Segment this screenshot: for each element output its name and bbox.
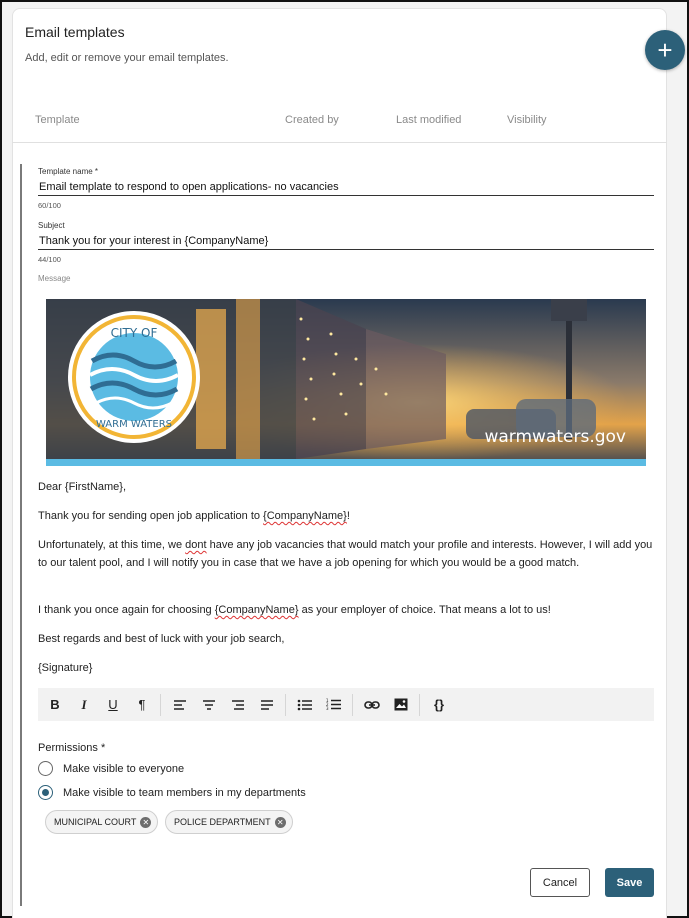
subject-label: Subject <box>38 221 65 230</box>
visibility-option-departments[interactable]: Make visible to team members in my departments <box>38 785 306 800</box>
insert-placeholder-button[interactable]: {} <box>433 697 445 712</box>
align-center-icon[interactable] <box>195 691 223 719</box>
subject-input[interactable]: Thank you for your interest in {CompanyName} <box>38 235 654 250</box>
message-paragraph-3: I thank you once again for choosing {CompanyName} as your employer of choice. That means a lot to us! <box>38 604 551 616</box>
page-subtitle: Add, edit or remove your email templates. <box>25 52 229 64</box>
rich-text-toolbar <box>38 688 654 721</box>
paragraph-button[interactable]: ¶ <box>138 697 146 712</box>
message-closing: Best regards and best of luck with your job search, <box>38 633 285 645</box>
radio-unselected[interactable] <box>38 761 53 776</box>
underline-button[interactable]: U <box>108 697 118 712</box>
add-template-button[interactable] <box>645 30 685 70</box>
column-header-created-by[interactable]: Created by <box>285 114 339 126</box>
message-paragraph-2: Unfortunately, at this time, we dont have any job vacancies that would match your profile and interests. However, I will add you to our talent pool, and I will notify you in case that we have a job opening for which you would be a good match. <box>38 539 653 569</box>
radio-selected[interactable] <box>38 785 53 800</box>
numbered-list-icon[interactable] <box>320 691 348 719</box>
plus-icon: + <box>657 35 673 65</box>
svg-text:2: 2 <box>326 702 329 707</box>
align-left-icon[interactable] <box>166 691 194 719</box>
visibility-option-everyone[interactable]: Make visible to everyone <box>38 761 184 776</box>
template-name-label: Template name * <box>38 167 99 176</box>
permissions-label: Permissions * <box>38 742 106 754</box>
message-paragraph-1: Thank you for sending open job application to {CompanyName}! <box>38 510 350 522</box>
website-text: warmwaters.gov <box>484 427 626 447</box>
column-header-last-modified[interactable]: Last modified <box>396 114 462 126</box>
toolbar-divider <box>352 694 353 716</box>
svg-text:1: 1 <box>326 698 329 703</box>
bulleted-list-icon[interactable] <box>291 691 319 719</box>
message-signature: {Signature} <box>38 662 93 674</box>
remove-chip-icon[interactable]: ✕ <box>140 817 151 828</box>
logo-bottom-text: WARM WATERS <box>95 419 173 430</box>
toolbar-divider <box>160 694 161 716</box>
message-greeting: Dear {FirstName}, <box>38 481 127 493</box>
template-name-input[interactable]: Email template to respond to open applications- no vacancies <box>38 181 654 196</box>
edit-row-indicator <box>20 164 22 906</box>
link-icon[interactable] <box>358 691 386 719</box>
message-label: Message <box>38 274 71 283</box>
italic-button[interactable]: I <box>81 696 87 712</box>
department-chip-police-department: POLICE DEPARTMENT ✕ <box>165 810 293 834</box>
toolbar-divider <box>419 694 420 716</box>
remove-chip-icon[interactable]: ✕ <box>275 817 286 828</box>
align-right-icon[interactable] <box>224 691 252 719</box>
cancel-button[interactable]: Cancel <box>530 868 590 897</box>
subject-counter: 44/100 <box>38 255 61 264</box>
save-button[interactable]: Save <box>605 868 654 897</box>
template-name-counter: 60/100 <box>38 201 61 210</box>
column-header-visibility[interactable]: Visibility <box>507 114 547 126</box>
header-divider <box>12 142 667 143</box>
email-banner-image <box>46 299 646 466</box>
svg-text:3: 3 <box>326 706 329 711</box>
image-icon[interactable] <box>387 691 415 719</box>
page-title: Email templates <box>25 24 125 40</box>
logo-top-text: CITY OF <box>110 326 158 340</box>
department-chip-municipal-court: MUNICIPAL COURT ✕ <box>45 810 158 834</box>
column-header-template[interactable]: Template <box>35 114 80 126</box>
bold-button[interactable]: B <box>50 697 60 712</box>
align-justify-icon[interactable] <box>253 691 281 719</box>
toolbar-divider <box>285 694 286 716</box>
